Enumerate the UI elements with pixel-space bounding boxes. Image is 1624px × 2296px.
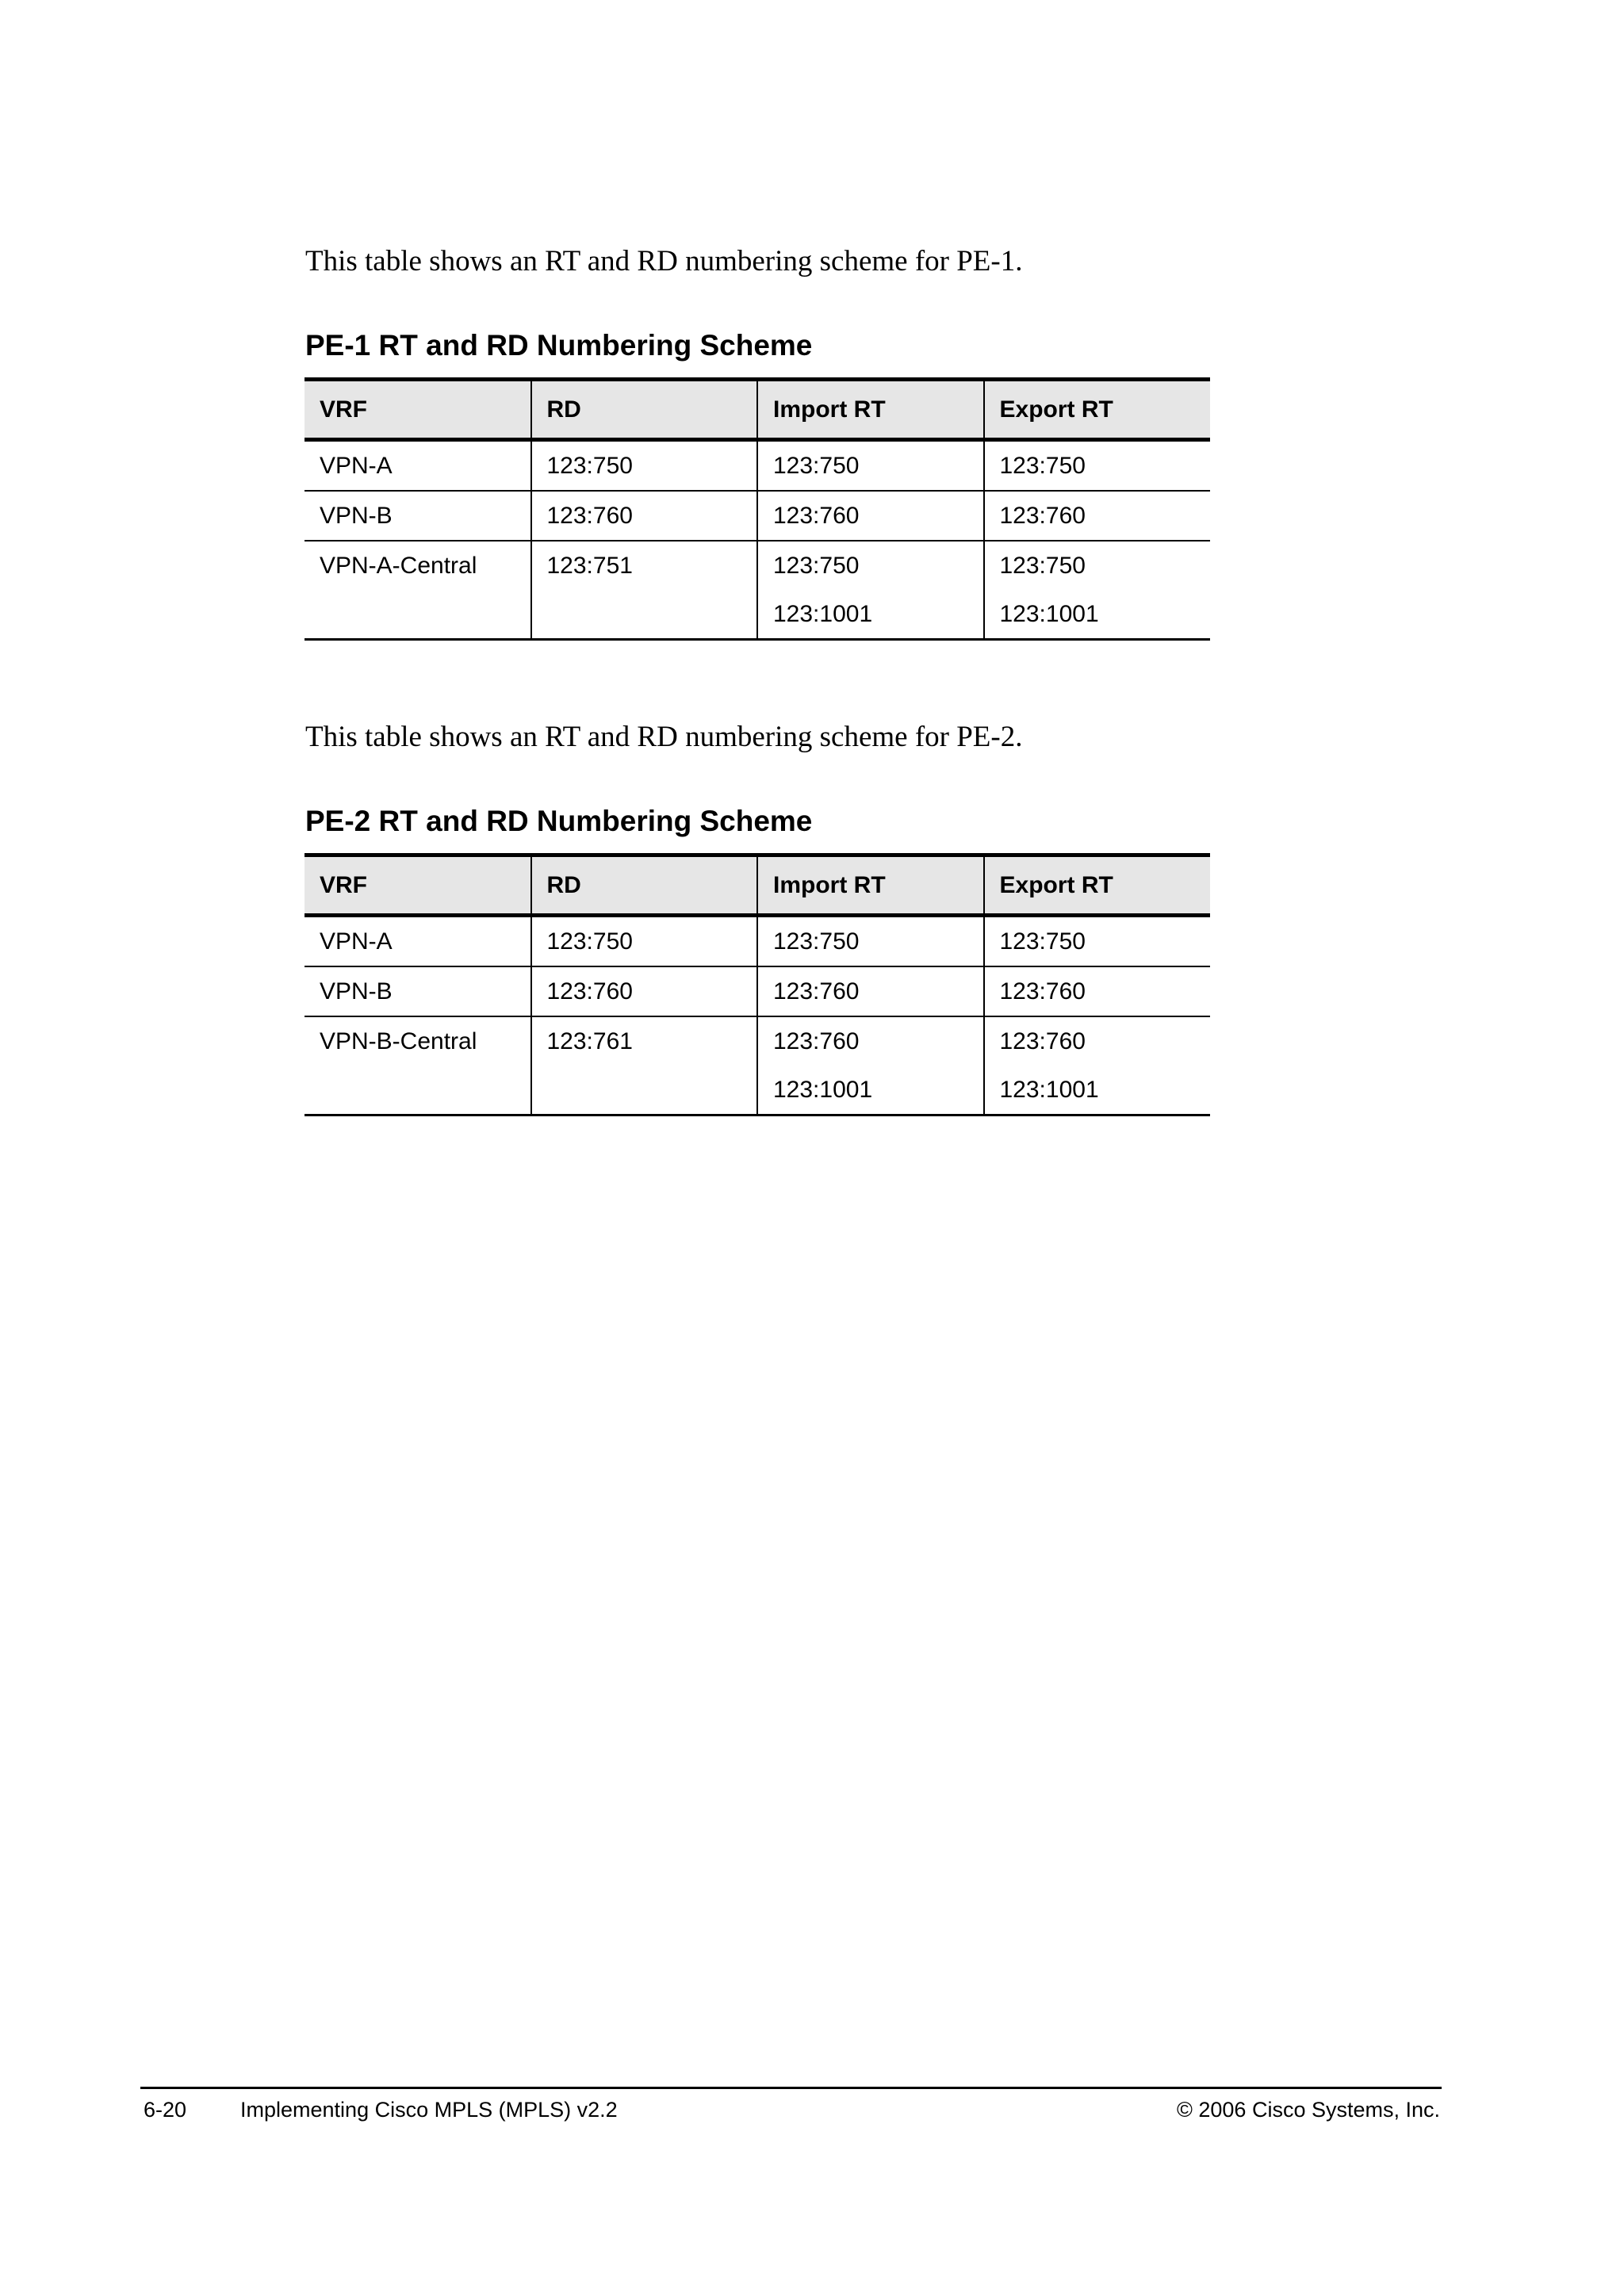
table-header-row [304, 855, 1210, 916]
footer-copyright: © 2006 Cisco Systems, Inc. [1176, 2098, 1440, 2122]
table-row [304, 541, 1210, 640]
footer-course-title: Implementing Cisco MPLS (MPLS) v2.2 [240, 2098, 618, 2122]
col-header-export-rt: Export RT [984, 855, 1211, 916]
cell-import-rt: 123:750 [757, 916, 984, 967]
cell-rd: 123:761 [531, 1016, 758, 1115]
cell-import-rt: 123:760 [757, 966, 984, 1016]
cell-rd: 123:750 [531, 916, 758, 967]
section-2-table-title: PE-2 RT and RD Numbering Scheme [305, 805, 813, 837]
table-row [304, 916, 1210, 967]
cell-vrf: VPN-A [320, 928, 393, 955]
cell-export-rt: 123:750 [984, 440, 1211, 492]
cell-vrf: VPN-B [304, 491, 531, 541]
table-header-row [304, 380, 1210, 440]
col-header-import-rt: Import RT [757, 380, 984, 440]
pe2-rt-rd-table [304, 853, 1210, 1116]
col-header-rd: RD [531, 855, 758, 916]
cell-rd: 123:751 [531, 541, 758, 640]
footer-page-number: 6-20 [144, 2098, 187, 2122]
cell-import-rt: 123:760 123:1001 [757, 1016, 984, 1115]
cell-vrf: VPN-B [304, 966, 531, 1016]
cell-export-rt: 123:750 [984, 916, 1211, 967]
cell-rd: 123:760 [531, 491, 758, 541]
cell-export-rt: 123:760 [984, 966, 1211, 1016]
cell-rd: 123:760 [531, 966, 758, 1016]
col-header-vrf: VRF [304, 380, 531, 440]
cell-import-rt: 123:750 [757, 440, 984, 492]
cell-export-rt: 123:750 123:1001 [984, 541, 1211, 640]
cell-vrf: VPN-A [320, 453, 393, 479]
col-header-rd: RD [531, 380, 758, 440]
cell-vrf: VPN-A-Central [304, 541, 531, 640]
table-row [304, 1016, 1210, 1115]
table-row [304, 440, 1210, 492]
pe1-rt-rd-table [304, 377, 1210, 641]
cell-rd: 123:750 [531, 440, 758, 492]
table-row [304, 966, 1210, 1016]
table-row [304, 491, 1210, 541]
col-header-vrf: VRF [304, 855, 531, 916]
section-1-table-title: PE-1 RT and RD Numbering Scheme [305, 329, 813, 362]
cell-export-rt: 123:760 [984, 491, 1211, 541]
cell-import-rt: 123:750 123:1001 [757, 541, 984, 640]
col-header-export-rt: Export RT [984, 380, 1211, 440]
col-header-import-rt: Import RT [757, 855, 984, 916]
cell-vrf: VPN-B-Central [304, 1016, 531, 1115]
footer-rule [140, 2087, 1442, 2089]
section-2-intro: This table shows an RT and RD numbering scheme for PE-2. [305, 721, 1023, 753]
section-1-intro: This table shows an RT and RD numbering scheme for PE-1. [305, 245, 1023, 277]
cell-export-rt: 123:760 123:1001 [984, 1016, 1211, 1115]
cell-import-rt: 123:760 [757, 491, 984, 541]
